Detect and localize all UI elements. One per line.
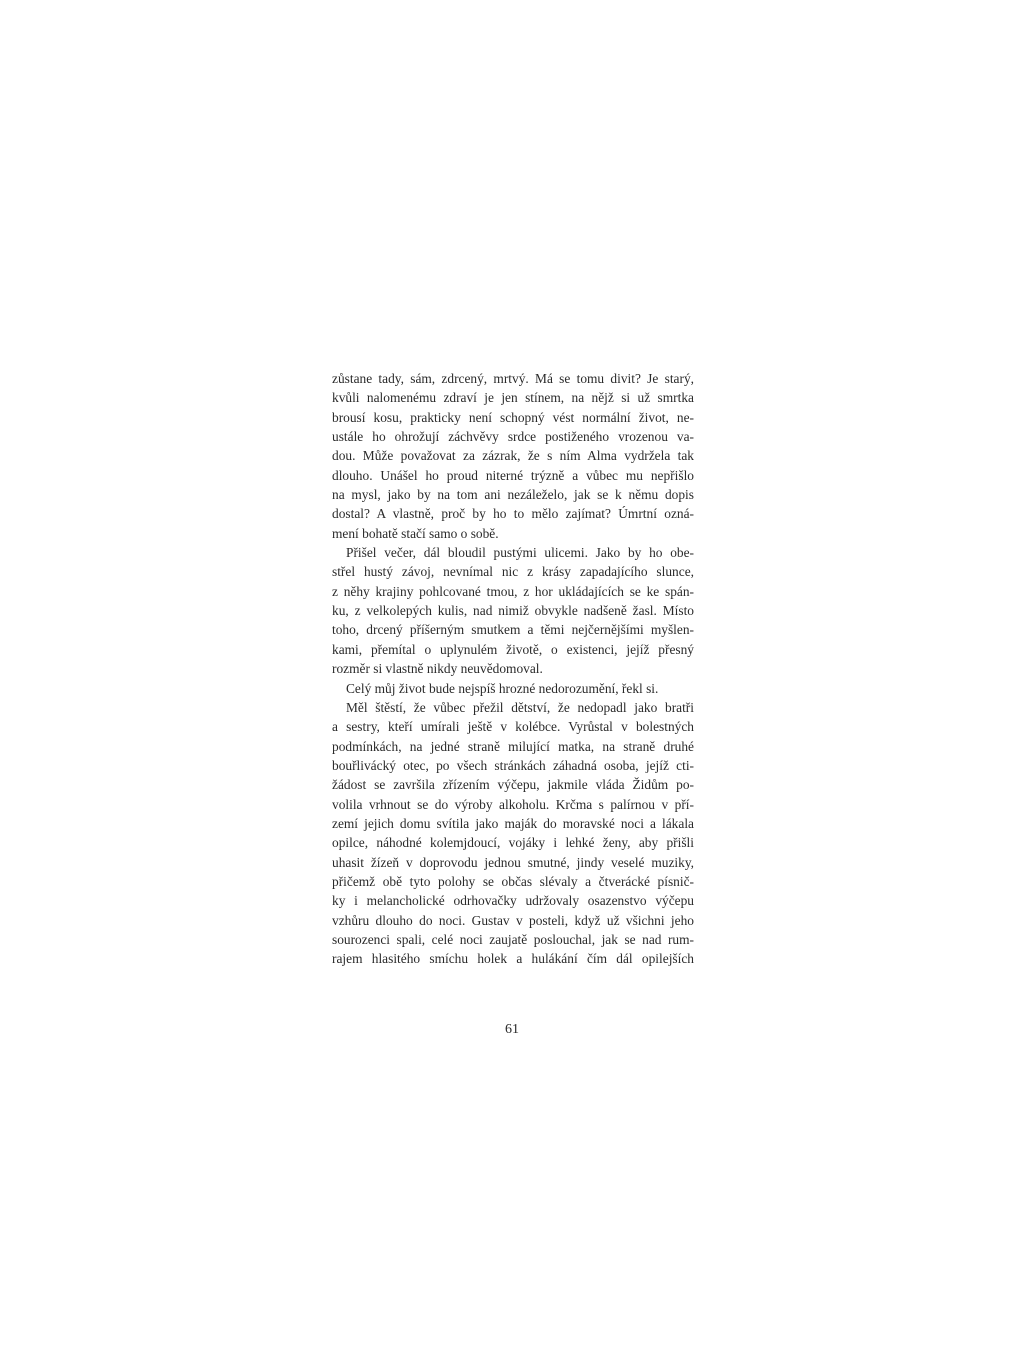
text-line: žádost se završila zřízením výčepu, jakmile vláda Židům po-	[332, 777, 694, 793]
text-line: zůstane tady, sám, zdrcený, mrtvý. Má se tomu divit? Je starý,	[332, 371, 694, 386]
text-line: opilce, náhodné kolemjdoucí, vojáky i lehké ženy, aby přišli	[332, 835, 694, 851]
text-line: toho, drcený příšerným smutkem a těmi nejčernějšími myšlen-	[332, 622, 694, 638]
text-line: přičemž obě tyto polohy se občas slévaly a čtverácké písnič-	[332, 873, 694, 889]
body-text	[332, 369, 694, 969]
text-line: zemí jejich domu svítila jako maják do moravské noci a lákala	[332, 815, 694, 831]
text-line: rozměr si vlastně nikdy neuvědomoval.	[332, 661, 543, 677]
text-line: mení bohatě stačí samo o sobě.	[332, 525, 499, 541]
text-line: kami, přemítal o uplynulém životě, o existenci, jejíž přesný	[332, 641, 694, 657]
text-line: rajem hlasitého smíchu holek a hulákání čím dál opilejších	[332, 951, 694, 967]
page-number: 61	[505, 1022, 519, 1037]
text-line: uhasit žízeň v doprovodu jednou smutné, jindy veselé muziky,	[332, 854, 694, 870]
text-line: na mysl, jako by na tom ani nezáleželo, jak se k němu dopis	[332, 487, 694, 503]
text-line: ustále ho ohrožují záchvěvy srdce postiženého vrozenou va-	[332, 429, 694, 445]
text-line: ku, z velkolepých kulis, nad nimiž obvykle nadšeně žasl. Místo	[332, 603, 694, 619]
text-line: volila vrhnout se do výroby alkoholu. Krčma s palírnou v pří-	[332, 796, 694, 812]
text-line: Celý můj život bude nejspíš hrozné nedorozumění, řekl si.	[346, 680, 659, 696]
text-line: ky i melancholické odrhovačky udržovaly osazenstvo výčepu	[332, 893, 694, 909]
text-line: střel hustý závoj, nevnímal nic z krásy zapadajícího slunce,	[332, 564, 694, 580]
text-line: dlouho. Unášel ho proud niterné trýzně a vůbec mu nepřišlo	[332, 467, 694, 483]
text-line: podmínkách, na jedné straně milující matka, na straně druhé	[332, 738, 694, 754]
text-line: vzhůru dlouho do noci. Gustav v posteli, když už všichni jeho	[332, 912, 694, 928]
text-line: bouřlivácký otec, po všech stránkách záhadná osoba, jejíž cti-	[332, 757, 694, 773]
text-line: Měl štěstí, že vůbec přežil dětství, že nedopadl jako bratři	[346, 699, 694, 715]
text-line: dou. Může považovat za zázrak, že s ním Alma vydržela tak	[332, 448, 694, 464]
text-line: Přišel večer, dál bloudil pustými ulicemi. Jako by ho obe-	[346, 545, 694, 561]
text-line: a sestry, kteří umírali ještě v kolébce. Vyrůstal v bolestných	[332, 719, 694, 735]
text-line: sourozenci spali, celé noci zaujatě poslouchal, jak se nad rum-	[332, 931, 694, 947]
text-line: dostal? A vlastně, proč by ho to mělo zajímat? Úmrtní ozná-	[332, 506, 694, 522]
text-line: brousí kosu, prakticky není schopný vést normální život, ne-	[332, 409, 694, 425]
text-line: z něhy krajiny pohlcované tmou, z hor ukládajících se ke spán-	[332, 583, 694, 599]
text-line: kvůli nalomenému zdraví je jen stínem, na nějž si už smrtka	[332, 390, 694, 406]
